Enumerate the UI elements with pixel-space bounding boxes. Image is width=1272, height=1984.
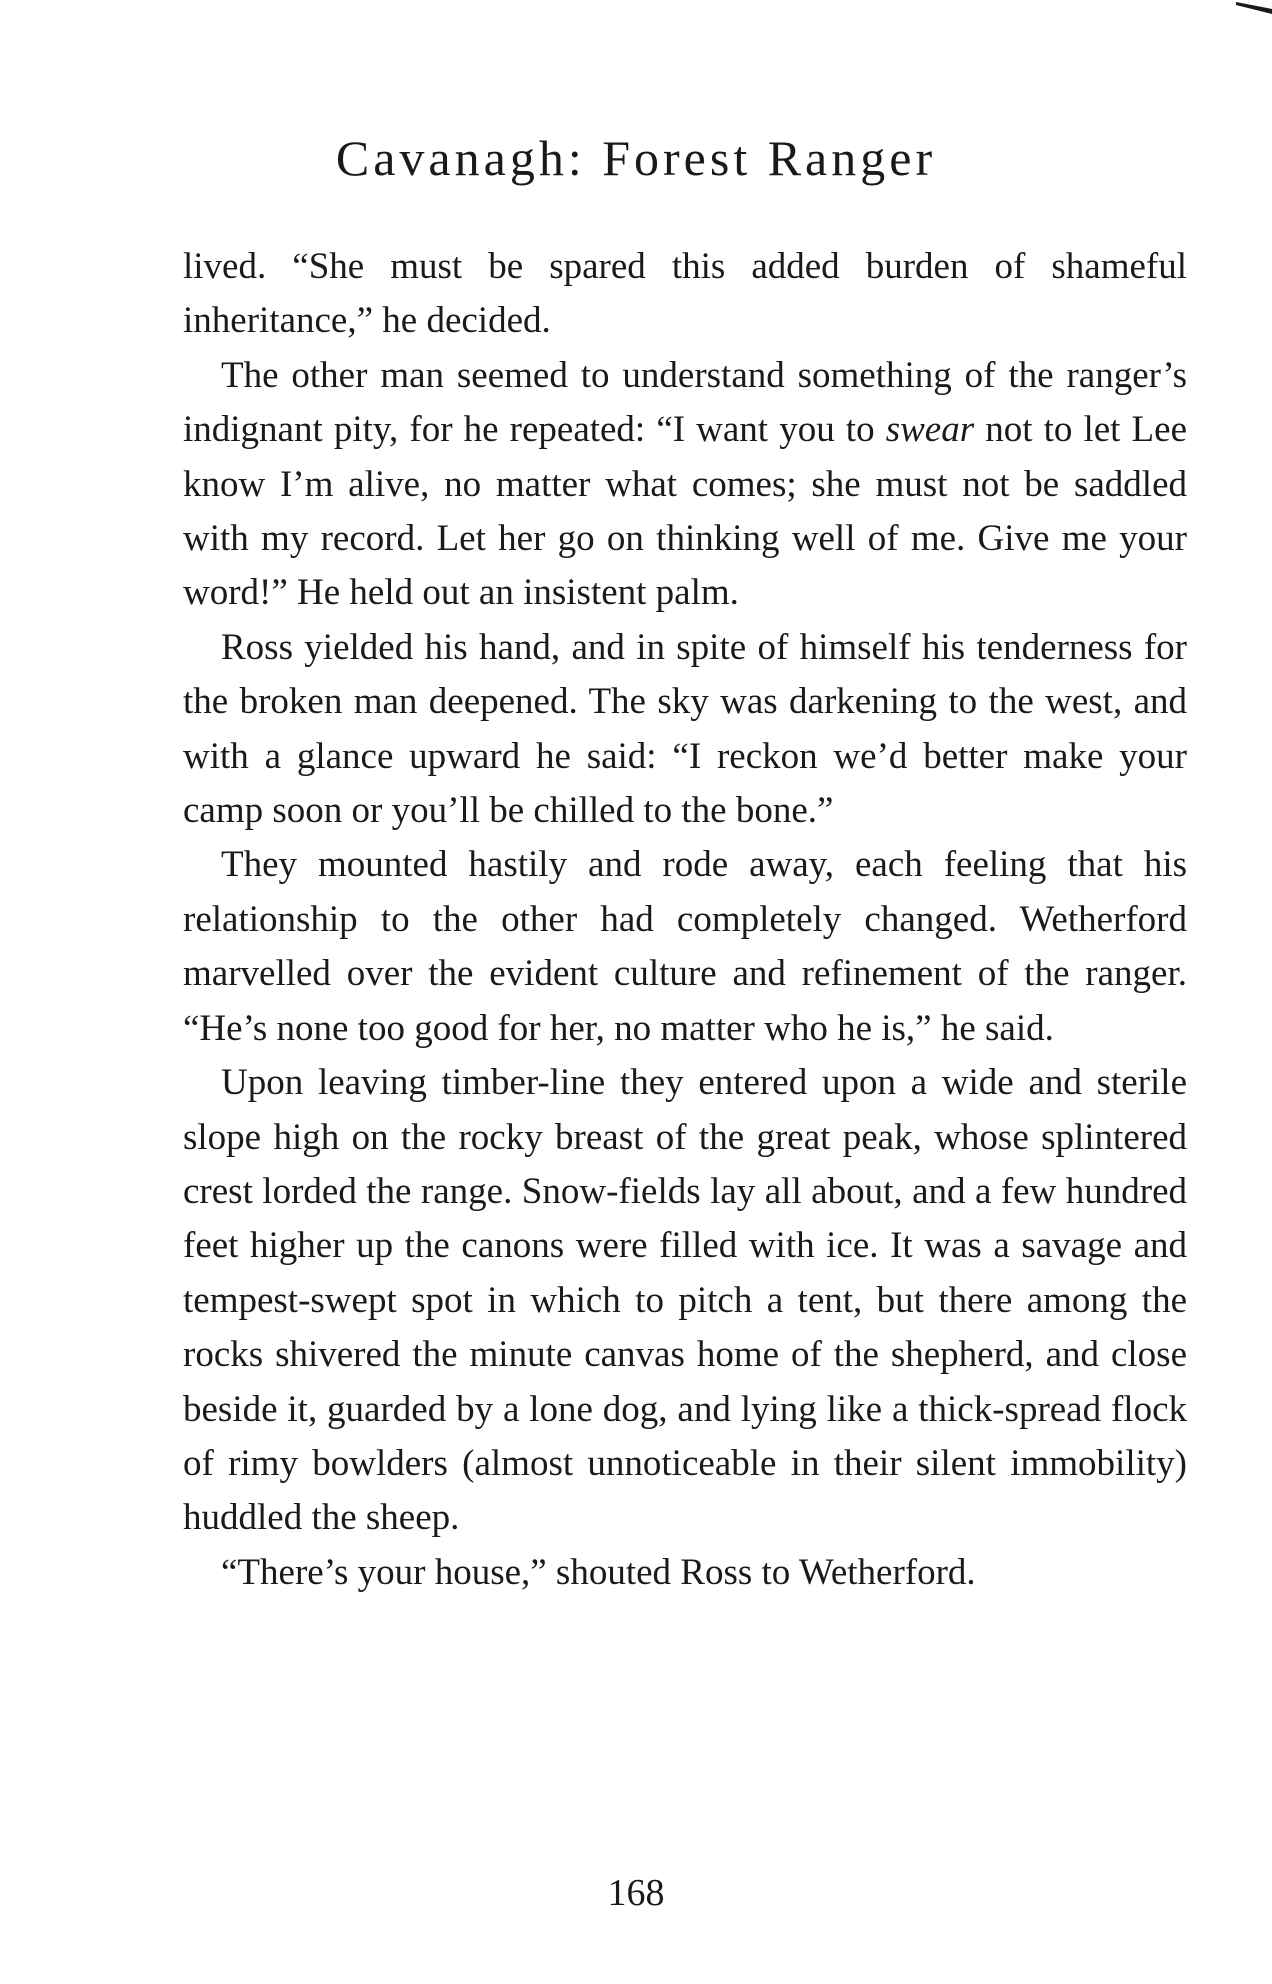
italic-text: swear — [885, 409, 975, 451]
text-run: lived. “She must be spared this added burden of shameful inheritance,” he decided. — [183, 246, 1187, 342]
text-run: Ross yielded his hand, and in spite of himself his tenderness for the broken man deepened. The sky was darkening to the west, and with a glance upward he said: “I reckon we’d better make your camp soon or you’ll be chilled to the bone.” — [183, 626, 1187, 832]
paragraph — [183, 1056, 1187, 1546]
page-number: 168 — [607, 1872, 665, 1914]
text-run: “There’s your house,” shouted Ross to Wetherford. — [221, 1551, 976, 1593]
text-run: They mounted hastily and rode away, each feeling that his relationship to the other had completely changed. Wetherford marvelled over the evident culture and refinement of the ranger. “He’s none too good for her, no matter who he is,” he said. — [183, 844, 1187, 1049]
text-run: Upon leaving timber-line they entered upon a wide and sterile slope high on the rocky breast of the great peak, whose splintered crest lorded the range. Snow-fields lay all about, and a few hundred feet higher up the canons were filled with ice. It was a savage and tempest-swept spot in which to pitch a tent, but there among the rocks shivered the minute canvas home of the shepherd, and close beside it, guarded by a lone dog, and lying like a thick-spread flock of rimy bowlders (almost unnoticeable in their silent immobility) huddled the sheep. — [183, 1062, 1187, 1539]
text-run: The other man seemed to understand something of the ranger’s indignant pity, for he repeated: “I want you to — [183, 354, 1187, 451]
paragraph — [183, 240, 1187, 349]
running-head: Cavanagh: Forest Ranger — [335, 130, 937, 186]
text-run: not to let Lee know I’m alive, no matter what comes; she must not be saddled with my record. Let her go on thinking well of me. Give me your word!” He held out an insistent palm. — [183, 409, 1187, 614]
paragraph — [183, 838, 1187, 1056]
paragraph — [183, 1546, 1187, 1600]
page-corner-mark — [1236, 0, 1272, 14]
body-text — [183, 240, 1187, 1600]
paragraph — [183, 621, 1187, 839]
paragraph — [183, 349, 1187, 621]
